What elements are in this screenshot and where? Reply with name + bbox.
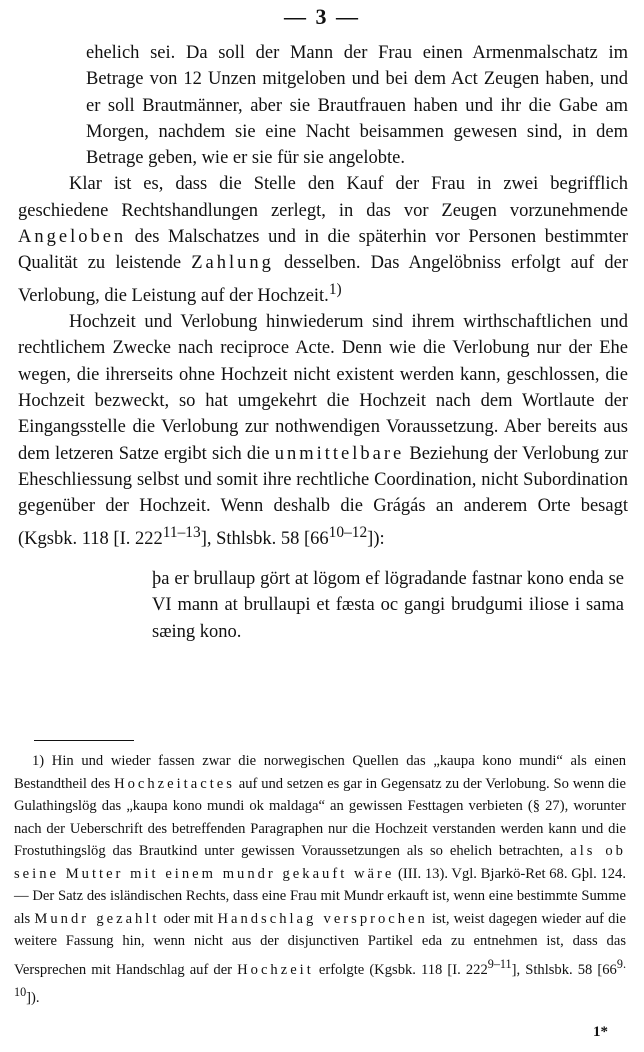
paragraph-klar: Klar ist es, dass die Stelle den Kauf der Frau in zwei begrifflich geschiedene Rechtshandlungen zerlegt, in das vor Zeugen vorzunehmende Angeloben des Malschatzes und in die späterhin vor Personen bestimmter Qualität zu leistende Zahlung desselben. Das Angelöbniss erfolgt auf der Verlobung, die Leistung auf der Hochzeit.$^{1)}$ bbox=[18, 174, 628, 306]
footnote-1: 1) Hin und wieder fassen zwar die norwegischen Quellen das „kaupa kono mundi“ als einen Bestandtheil des Hochzeitactes auf und setzen es gar in Gegensatz zu der Verlobung. So wenn die Gulathingslög das „kaupa kono mundi ok maldaga“ an gewissen Festtagen verbieten (§ 27), worunter nach der Ueberschrift des betreffenden Paragraphen nur die Hochzeit verstanden werden kann und die Frostuthingslög das Brautkind unter gewissen Voraussetzungen als so ehelich betrachten, als ob seine Mutter mit einem mundr gekauft wäre (III. 13). Vgl. Bjarkö-Ret 68. Gþl. 124. — Der Satz des isländischen Rechts, dass eine Frau mit Mundr erkauft ist, wenn eine bestimmte Summe als Mundr gezahlt oder mit Handschlag versprochen ist, weist dagegen wieder auf die weitere Fassung hin, wenn nicht aus der disjunctiven Partikel eda zu entnehmen ist, dass das Versprechen mit Handschlag auf der Hochzeit erfolgte (Kgsbk. 118 [I. 222$^{9-11}$], Sthlsbk. 58 $[66^{9. 10}]$). bbox=[14, 753, 627, 1006]
footnotes bbox=[14, 750, 626, 1009]
footnote-divider bbox=[34, 740, 134, 741]
paragraph-hochzeit: Hochzeit und Verlobung hinwiederum sind ihrem wirthschaftlichen und rechtlichem Zwecke nach reciproce Acte. Denn wie die Verlobung nur der Ehe wegen, die ihrerseits ohne Hochzeit nicht existent werden kann, geschlossen, die Hochzeit bezweckt, so hat umgekehrt die Hochzeit nach dem Wortlaute der Eingangsstelle die Verlobung zur nothwendigen Voraussetzung. Aber bereits aus dem letzeren Satze ergibt sich die unmittelbare Beziehung der Verlobung zur Eheschliessung selbst und somit ihre rechtliche Coordination, nicht Subordination gegenüber der Hochzeit. Wenn deshalb die Grágás an anderem Orte besagt (Kgsbk. 118 [I. 222$^{11-13}$], Sthlsbk. 58 [66$^{10-12}$]): bbox=[18, 312, 629, 549]
quoted-passage: þa er brullaup gört at lögom ef lögradande fastnar kono enda se VI mann at brullaupi et fæsta oc gangi brudgumi iliose i sama sæing kono. bbox=[152, 568, 624, 642]
footnote-marker: 1) bbox=[328, 280, 342, 298]
citation-superscript: 11–13 bbox=[162, 523, 201, 541]
emphasis-zahlung: Zahlung bbox=[191, 253, 274, 274]
paragraph-continued: ehelich sei. Da soll der Mann der Frau einen Armenmalschatz im Betrage von 12 Unzen mitgeloben und bei dem Act Zeugen haben, und er soll Brautmänner, aber sie Brautfrauen haben und ihr die Gabe am Morgen, nachdem sie eine Nacht beisammen gewesen sind, in dem Betrage geben, wie er sie für sie angelobte. bbox=[86, 43, 628, 169]
main-text bbox=[18, 40, 628, 645]
signature-mark: 1* bbox=[593, 1024, 608, 1040]
emphasis-angeloben: Angeloben bbox=[18, 227, 127, 248]
citation-superscript: 10–12 bbox=[328, 523, 368, 541]
page-number: — 3 — bbox=[284, 4, 360, 29]
emphasis-unmittelbare: unmittelbare bbox=[274, 443, 405, 464]
